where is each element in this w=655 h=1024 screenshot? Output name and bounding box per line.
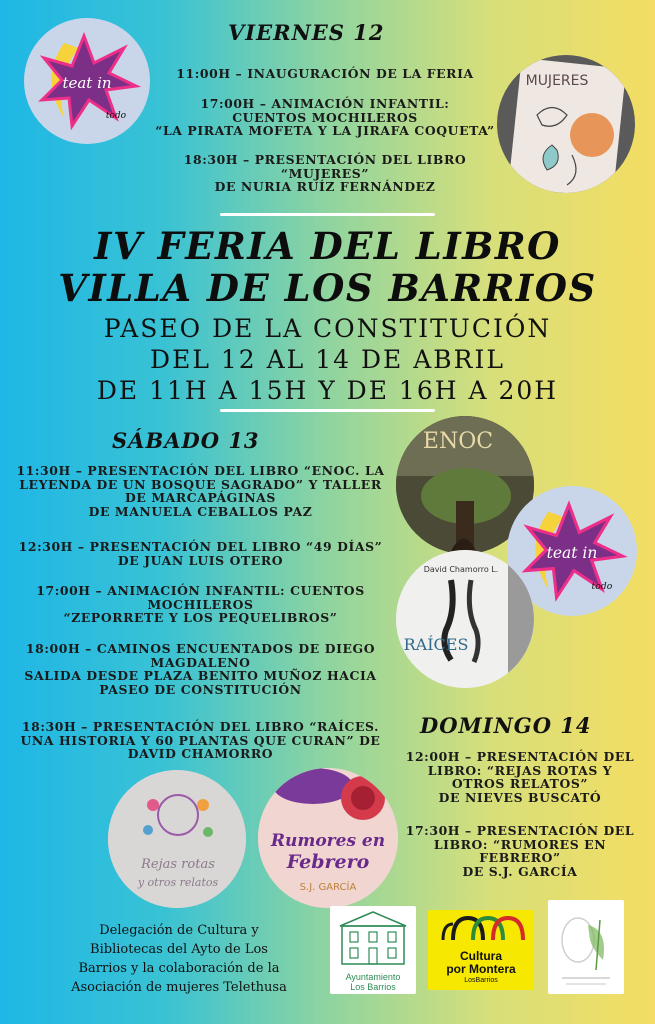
teatin-logo-text-2: teat in — [546, 544, 598, 563]
saturday-event-5: 18:30H – PRESENTACIÓN DEL LIBRO “RAÍCES. UNA HISTORIA Y 60 PLANTAS QUE CURAN” DE DAVID CHAMORRO — [20, 719, 381, 762]
teatin-logo-sub-2: todo — [591, 581, 613, 593]
rumores-cover-line-2: Febrero — [286, 851, 370, 873]
saturday-event-1: 11:30H – PRESENTACIÓN DEL LIBRO “ENOC. LA LEYENDA DE UN BOSQUE SAGRADO” Y TALLER DE MARCAPÁGINAS DE MANUELA CEBALLOS PAZ — [16, 463, 385, 519]
sunday-event-1: 12:00H – PRESENTACIÓN DEL LIBRO: “REJAS ROTAS Y OTROS RELATOS” DE NIEVES BUSCATÓ — [405, 749, 635, 805]
saturday-event-4: 18:00H – CAMINOS ENCUENTADOS DE DIEGO MAGDALENO SALIDA DESDE PLAZA BENITO MUÑOZ HACIA PASEO DE CONSTITUCIÓN — [24, 641, 377, 697]
main-title-line-1: IV FERIA DEL LIBRO — [94, 224, 561, 268]
saturday-event-2: 12:30H – PRESENTACIÓN DEL LIBRO “49 DÍAS” DE JUAN LUIS OTERO — [18, 539, 383, 568]
friday-event-2: 17:00H – ANIMACIÓN INFANTIL: CUENTOS MOCHILEROS “LA PIRATA MOFETA Y LA JIRAFA COQUETA” — [155, 96, 495, 139]
enoc-cover-title: ENOC — [422, 429, 494, 454]
cultura-por-montera-logo — [428, 910, 534, 990]
teatin-logo-top — [24, 18, 150, 144]
rumores-cover-line-1: Rumores en — [270, 831, 386, 851]
saturday-heading: SÁBADO 13 — [112, 428, 260, 453]
raices-cover-title: RAÍCES — [403, 635, 469, 654]
raices-cover-author: David Chamorro L. — [423, 565, 499, 574]
mujeres-cover-title: MUJERES — [525, 73, 589, 89]
friday-heading: VIERNES 12 — [228, 20, 385, 45]
footer-credits: Delegación de Cultura y Bibliotecas del Ayto de Los Barrios y la colaboración de la Asociación de mujeres Telethusa — [71, 923, 287, 995]
mujeres-book-image — [497, 55, 635, 193]
friday-event-3: 18:30H – PRESENTACIÓN DEL LIBRO “MUJERES” DE NURIA RUÍZ FERNÁNDEZ — [183, 152, 467, 195]
sunday-event-2: 17:30H – PRESENTACIÓN DEL LIBRO: “RUMORES EN FEBRERO” DE S.J. GARCÍA — [405, 823, 635, 879]
teatin-logo-sub: todo — [105, 111, 127, 121]
telethusa-logo — [548, 900, 624, 994]
dates-text: DEL 12 AL 14 DE ABRIL — [150, 345, 505, 374]
title-rule-top — [220, 213, 435, 216]
sunday-heading: DOMINGO 14 — [420, 713, 592, 738]
raices-book-image — [396, 550, 534, 688]
rumores-book-image — [258, 768, 398, 908]
rejas-cover-line-2: y otros relatos — [137, 876, 219, 889]
main-title-line-2: VILLA DE LOS BARRIOS — [58, 266, 597, 310]
rejas-rotas-book-image — [108, 770, 246, 908]
ayuntamiento-logo-line-1: Ayuntamiento — [345, 972, 401, 982]
cultura-logo-line-1: Cultura — [460, 949, 502, 963]
location-text: PASEO DE LA CONSTITUCIÓN — [103, 314, 552, 343]
saturday-event-3: 17:00H – ANIMACIÓN INFANTIL: CUENTOS MOCHILEROS “ZEPORRETE Y LOS PEQUELIBROS” — [36, 583, 365, 626]
rejas-cover-line-1: Rejas rotas — [141, 857, 215, 872]
teatin-logo-text: teat in — [62, 74, 112, 92]
ayuntamiento-logo-line-2: Los Barrios — [350, 982, 396, 992]
cultura-logo-line-2: por Montera — [446, 962, 516, 976]
cultura-logo-line-3: LosBarrios — [464, 977, 498, 984]
title-rule-bottom — [220, 409, 435, 412]
friday-event-1: 11:00H – INAUGURACIÓN DE LA FERIA — [176, 66, 474, 81]
hours-text: DE 11H A 15H Y DE 16H A 20H — [96, 376, 559, 405]
rumores-cover-author: S.J. GARCÍA — [299, 882, 357, 893]
ayuntamiento-logo — [330, 906, 416, 994]
